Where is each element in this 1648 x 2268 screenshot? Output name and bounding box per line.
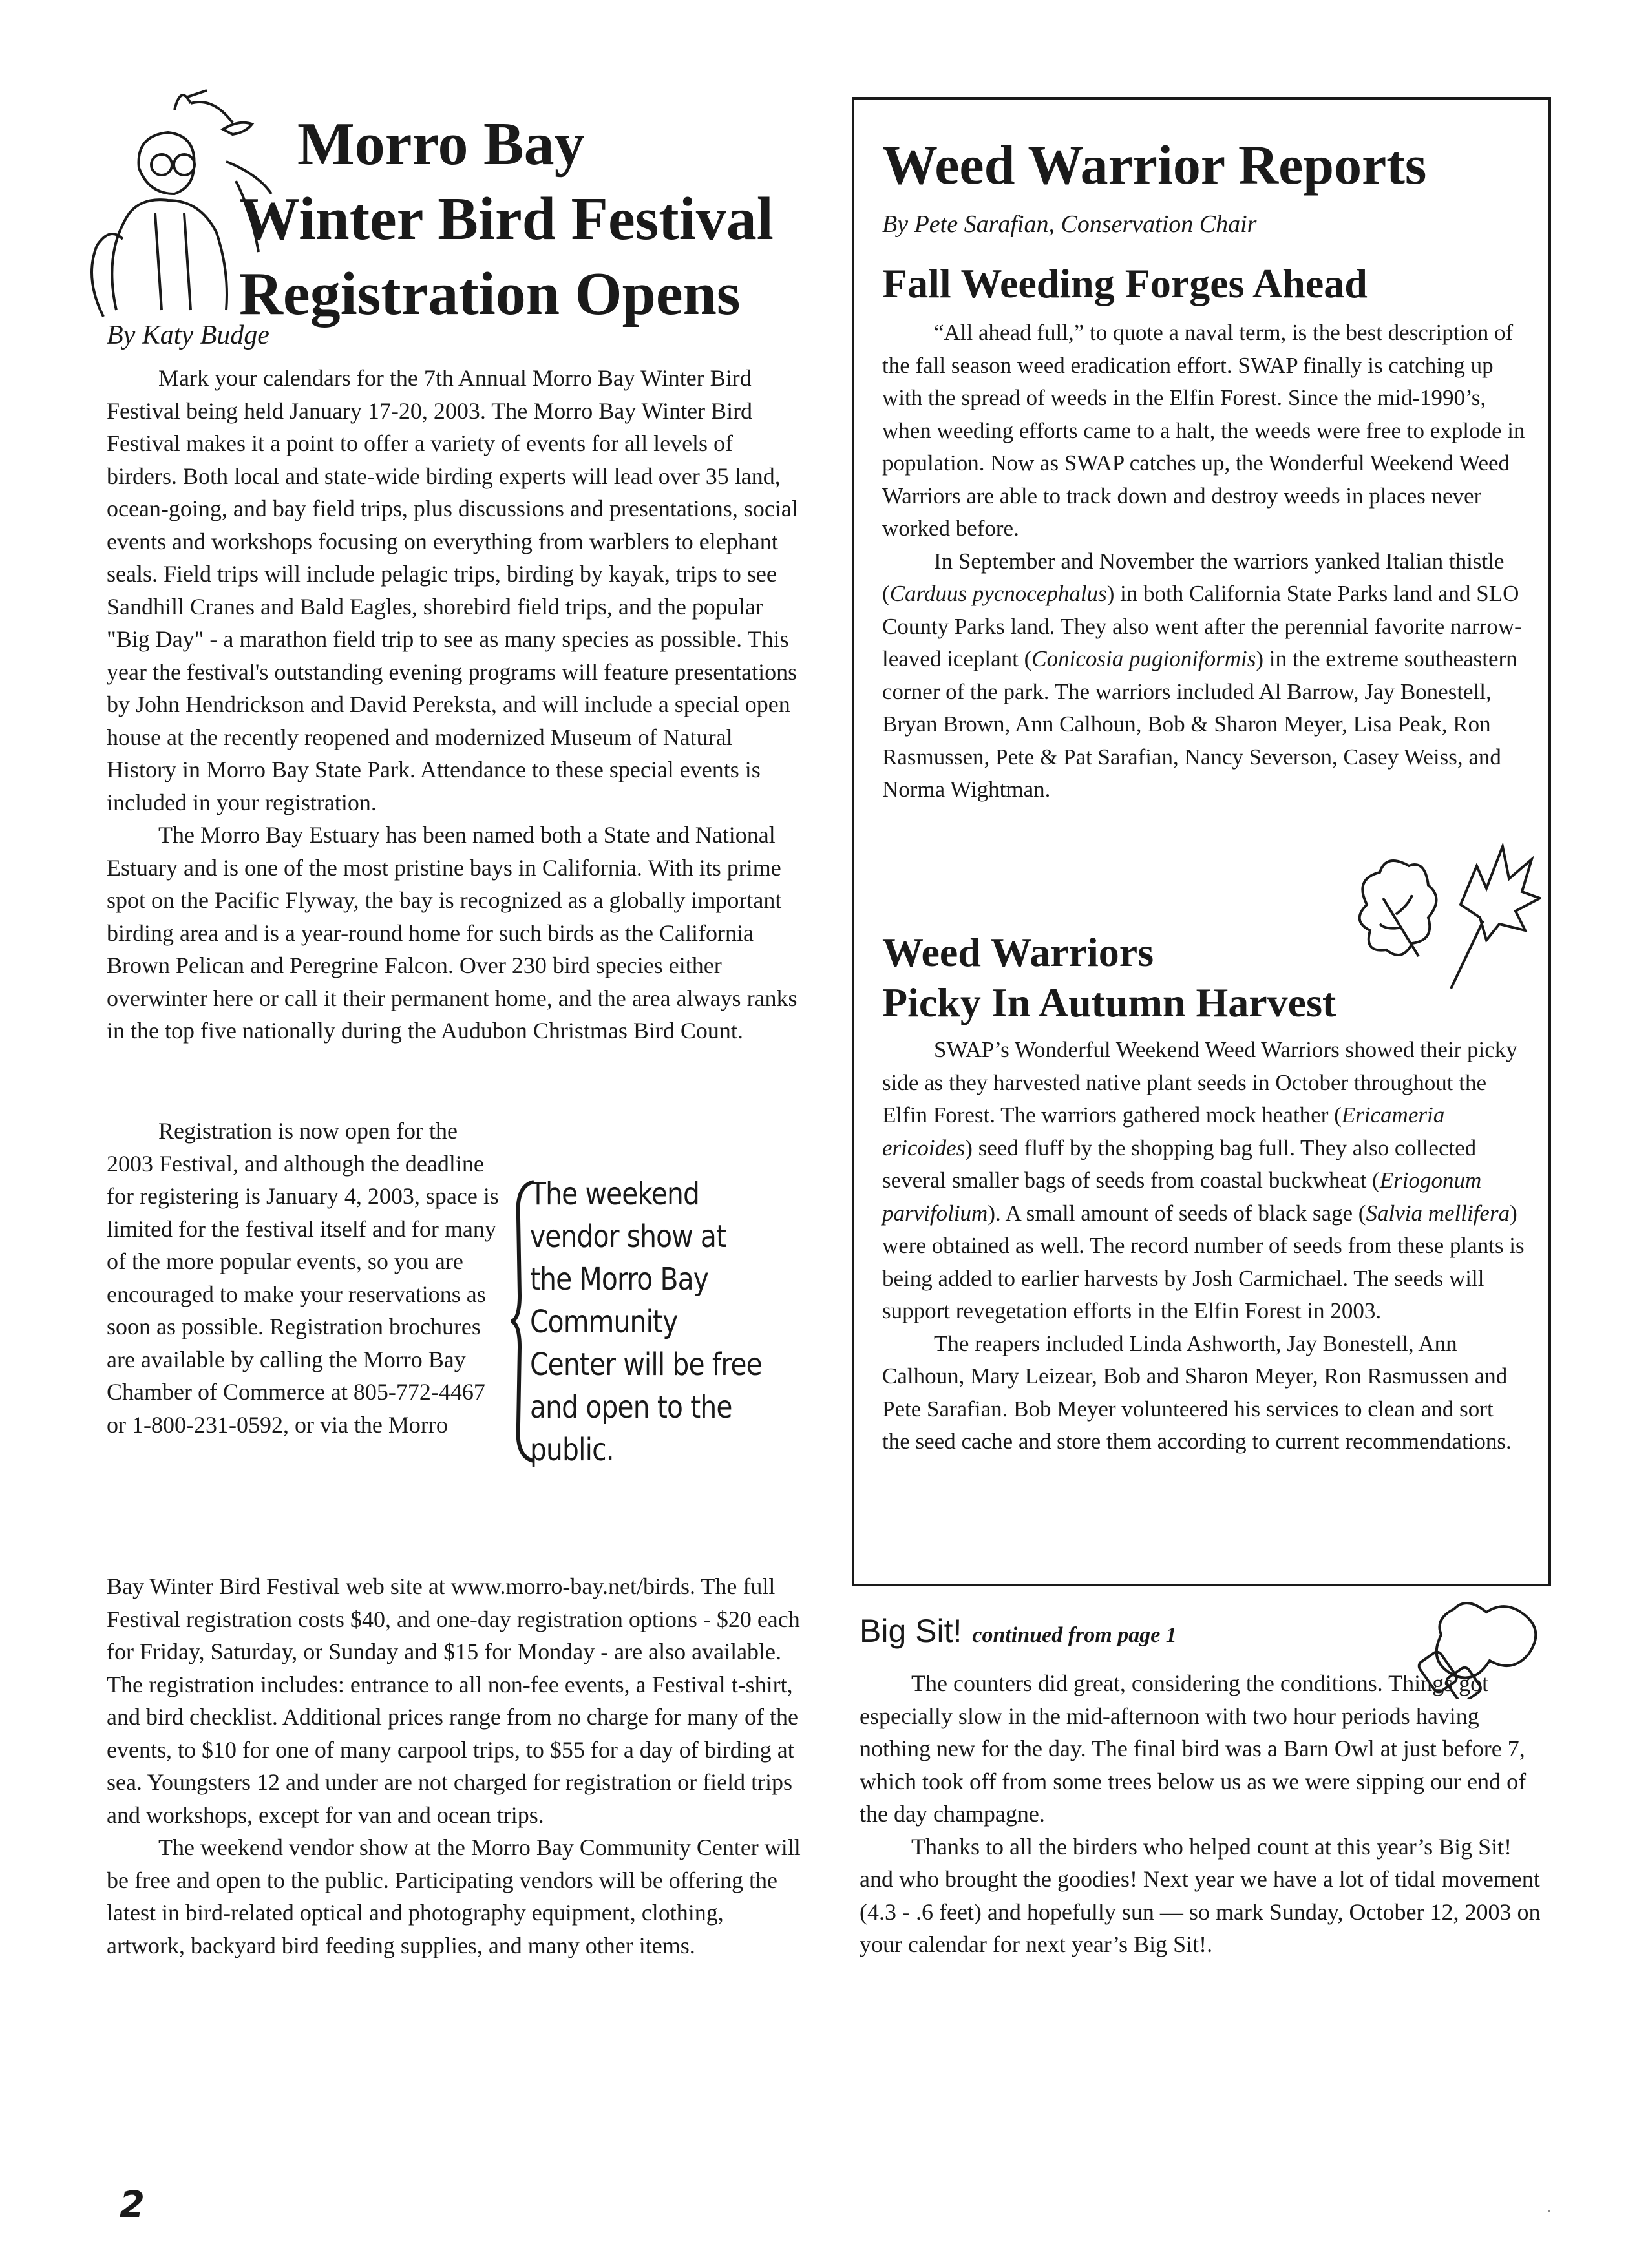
- festival-byline: By Katy Budge: [107, 320, 269, 350]
- latin-name: Carduus pycnocephalus: [889, 581, 1107, 606]
- fall-weeding-para-2: [882, 545, 1525, 806]
- fall-weeding-para-1: “All ahead full,” to quote a naval term, is the best description of the fall season weed eradication effort. SWAP finally is catching up with the spread of weeds in the Elfin Forest. Since the mid-1990’s, when weeding efforts came to a halt, the weeds were free to explode in population. Now as SWAP catches up, the Wonderful Weekend Weed Warriors are able to track down and destroy weeds in places never worked before.: [882, 320, 1525, 541]
- leaves-illustration: [1347, 827, 1541, 998]
- weed-warrior-title: Weed Warrior Reports: [882, 134, 1427, 196]
- text-run: ). A small amount of seeds of black sage (: [988, 1200, 1366, 1226]
- text-run: ) in both California State Parks land and SLO County Parks land. They also went after the perennial favorite narrow-leaved iceplant (: [882, 581, 1522, 671]
- festival-body-middle: [107, 1115, 501, 1441]
- festival-body-upper: [107, 362, 801, 1047]
- weed-warrior-byline: By Pete Sarafian, Conservation Chair: [882, 211, 1257, 238]
- autumn-heading-line-1: Weed Warriors: [882, 929, 1154, 975]
- festival-para-3-cont: Bay Winter Bird Festival web site at www.morro-bay.net/birds. The full Festival registration costs $40, and one-day registration options - $20 each for Friday, Saturday, or Sunday and $15 for Monday - are also available. The registration includes: entrance to all non-fee events, a Festival t-shirt, and bird checklist. Additional prices range from no charge for many of the events, to $10 for one of many carpool trips, to $55 for a day of birding at sea. Youngsters 12 and under are not charged for registration or field trips and workshops, except for van and ocean trips.: [107, 1573, 800, 1828]
- fall-weeding-heading: Fall Weeding Forges Ahead: [882, 260, 1368, 306]
- big-sit-para-2: Thanks to all the birders who helped count at this year’s Big Sit! and who brought the goodies! Next year we have a lot of tidal movement (4.3 - .6 feet) and hopefully sun — so mark Sunday, October 12, 2003 on your calendar for next year’s Big Sit!.: [860, 1833, 1541, 1957]
- festival-para-3: Registration is now open for the 2003 Festival, and although the deadline for registering is January 4, 2003, space is limited for the festival itself and for many of the more popular events, so you are encouraged to make your reservations as soon as possible. Registration brochures are available by calling the Morro Bay Chamber of Commerce at 805-772-4467 or 1-800-231-0592, or via the Morro: [107, 1118, 499, 1438]
- latin-name: Conicosia pugioniformis: [1031, 646, 1256, 671]
- page-number: 2: [120, 2184, 145, 2226]
- festival-para-1: Mark your calendars for the 7th Annual Morro Bay Winter Bird Festival being held January 17-20, 2003. The Morro Bay Winter Bird Festival makes it a point to offer a variety of events for all levels of birders. Both local and state-wide birding experts will lead over 35 land, ocean-going, and bay field trips, plus discussions and presentations, social events and workshops focusing on everything from warblers to elephant seals. Field trips will include pelagic trips, birding by kayak, trips to see Sandhill Cranes and Bald Eagles, shorebird field trips, and the popular "Big Day" - a marathon field trip to see as many species as possible. This year the festival's outstanding evening programs will feature presentations by John Hendrickson and David Pereksta, and will include a special open house at the recently reopened and modernized Museum of Natural History in Morro Bay State Park. Attendance to these special events is included in your registration.: [107, 365, 798, 815]
- autumn-para-1: [882, 1034, 1525, 1328]
- headline-line-1: Morro Bay: [297, 110, 585, 178]
- text-run: In September and November the warriors yanked Italian thistle (: [882, 548, 1505, 606]
- big-sit-title: Big Sit!: [860, 1613, 962, 1649]
- big-sit-heading: [860, 1612, 1177, 1650]
- latin-name: Eriogonum parvifolium: [882, 1168, 1482, 1226]
- festival-body-lower: [107, 1570, 801, 1962]
- festival-para-2: The Morro Bay Estuary has been named both a State and National Estuary and is one of the most pristine bays in California. With its prime spot on the Pacific Flyway, the bay is recognized as a globally important birding area and is a year-round home for such birds as the California Brown Pelican and Peregrine Falcon. Over 230 bird species either overwinter here or call it their permanent home, and the area always ranks in the top five nationally during the Audubon Christmas Bird Count.: [107, 822, 798, 1044]
- big-sit-para-1: The counters did great, considering the conditions. Things got especially slow in the mid-afternoon with two hour periods having nothing new for the day. The final bird was a Barn Owl at just before 7, which took off from some trees below us as we were sipping our end of the day champagne.: [860, 1670, 1527, 1827]
- latin-name: Ericameria ericoides: [882, 1102, 1445, 1160]
- autumn-harvest-body: [882, 1034, 1525, 1458]
- headline-line-2: Winter Bird Festival: [239, 185, 774, 253]
- headline-line-3: Registration Opens: [239, 260, 741, 328]
- vendor-pullquote: The weekend vendor show at the Morro Bay Community Center will be free and open to the public.: [530, 1176, 762, 1468]
- autumn-heading-line-2: Picky In Autumn Harvest: [882, 980, 1336, 1025]
- text-run: ) in the extreme southeastern corner of the park. The warriors included Al Barrow, Jay Bonestell, Bryan Brown, Ann Calhoun, Bob & Sharon Meyer, Lisa Peak, Ron Rasmussen, Pete & Pat Sarafian, Nancy Severson, Casey Weiss, and Norma Wightman.: [882, 646, 1517, 802]
- latin-name: Salvia mellifera: [1366, 1200, 1510, 1226]
- text-run: ) seed fluff by the shopping bag full. They also collected several smaller bags of seeds from coastal buckwheat (: [882, 1135, 1477, 1193]
- festival-headline: [220, 107, 801, 331]
- big-sit-body: [860, 1667, 1545, 1961]
- text-run: ) were obtained as well. The record number of seeds from these plants is being added to earlier harvests by Josh Carmichael. The seeds will support revegetation efforts in the Elfin Forest in 2003.: [882, 1200, 1525, 1323]
- festival-para-4: The weekend vendor show at the Morro Bay Community Center will be free and open to the public. Participating vendors will be offering the latest in bird-related optical and photography equipment, clothing, artwork, backyard bird feeding supplies, and many other items.: [107, 1834, 801, 1958]
- autumn-para-2: The reapers included Linda Ashworth, Jay Bonestell, Ann Calhoun, Mary Leizear, Bob and Sharon Meyer, Ron Rasmussen and Pete Sarafian. Bob Meyer volunteered his services to clean and sort the seed cache and store them according to current recommendations.: [882, 1330, 1512, 1454]
- text-run: SWAP’s Wonderful Weekend Weed Warriors showed their picky side as they harvested native plant seeds in October throughout the Elfin Forest. The warriors gathered mock heather (: [882, 1037, 1517, 1128]
- autumn-harvest-heading: [882, 927, 1336, 1028]
- continued-note: continued from page 1: [972, 1623, 1177, 1647]
- fall-weeding-body: [882, 317, 1525, 806]
- scan-speck: [1548, 2210, 1550, 2212]
